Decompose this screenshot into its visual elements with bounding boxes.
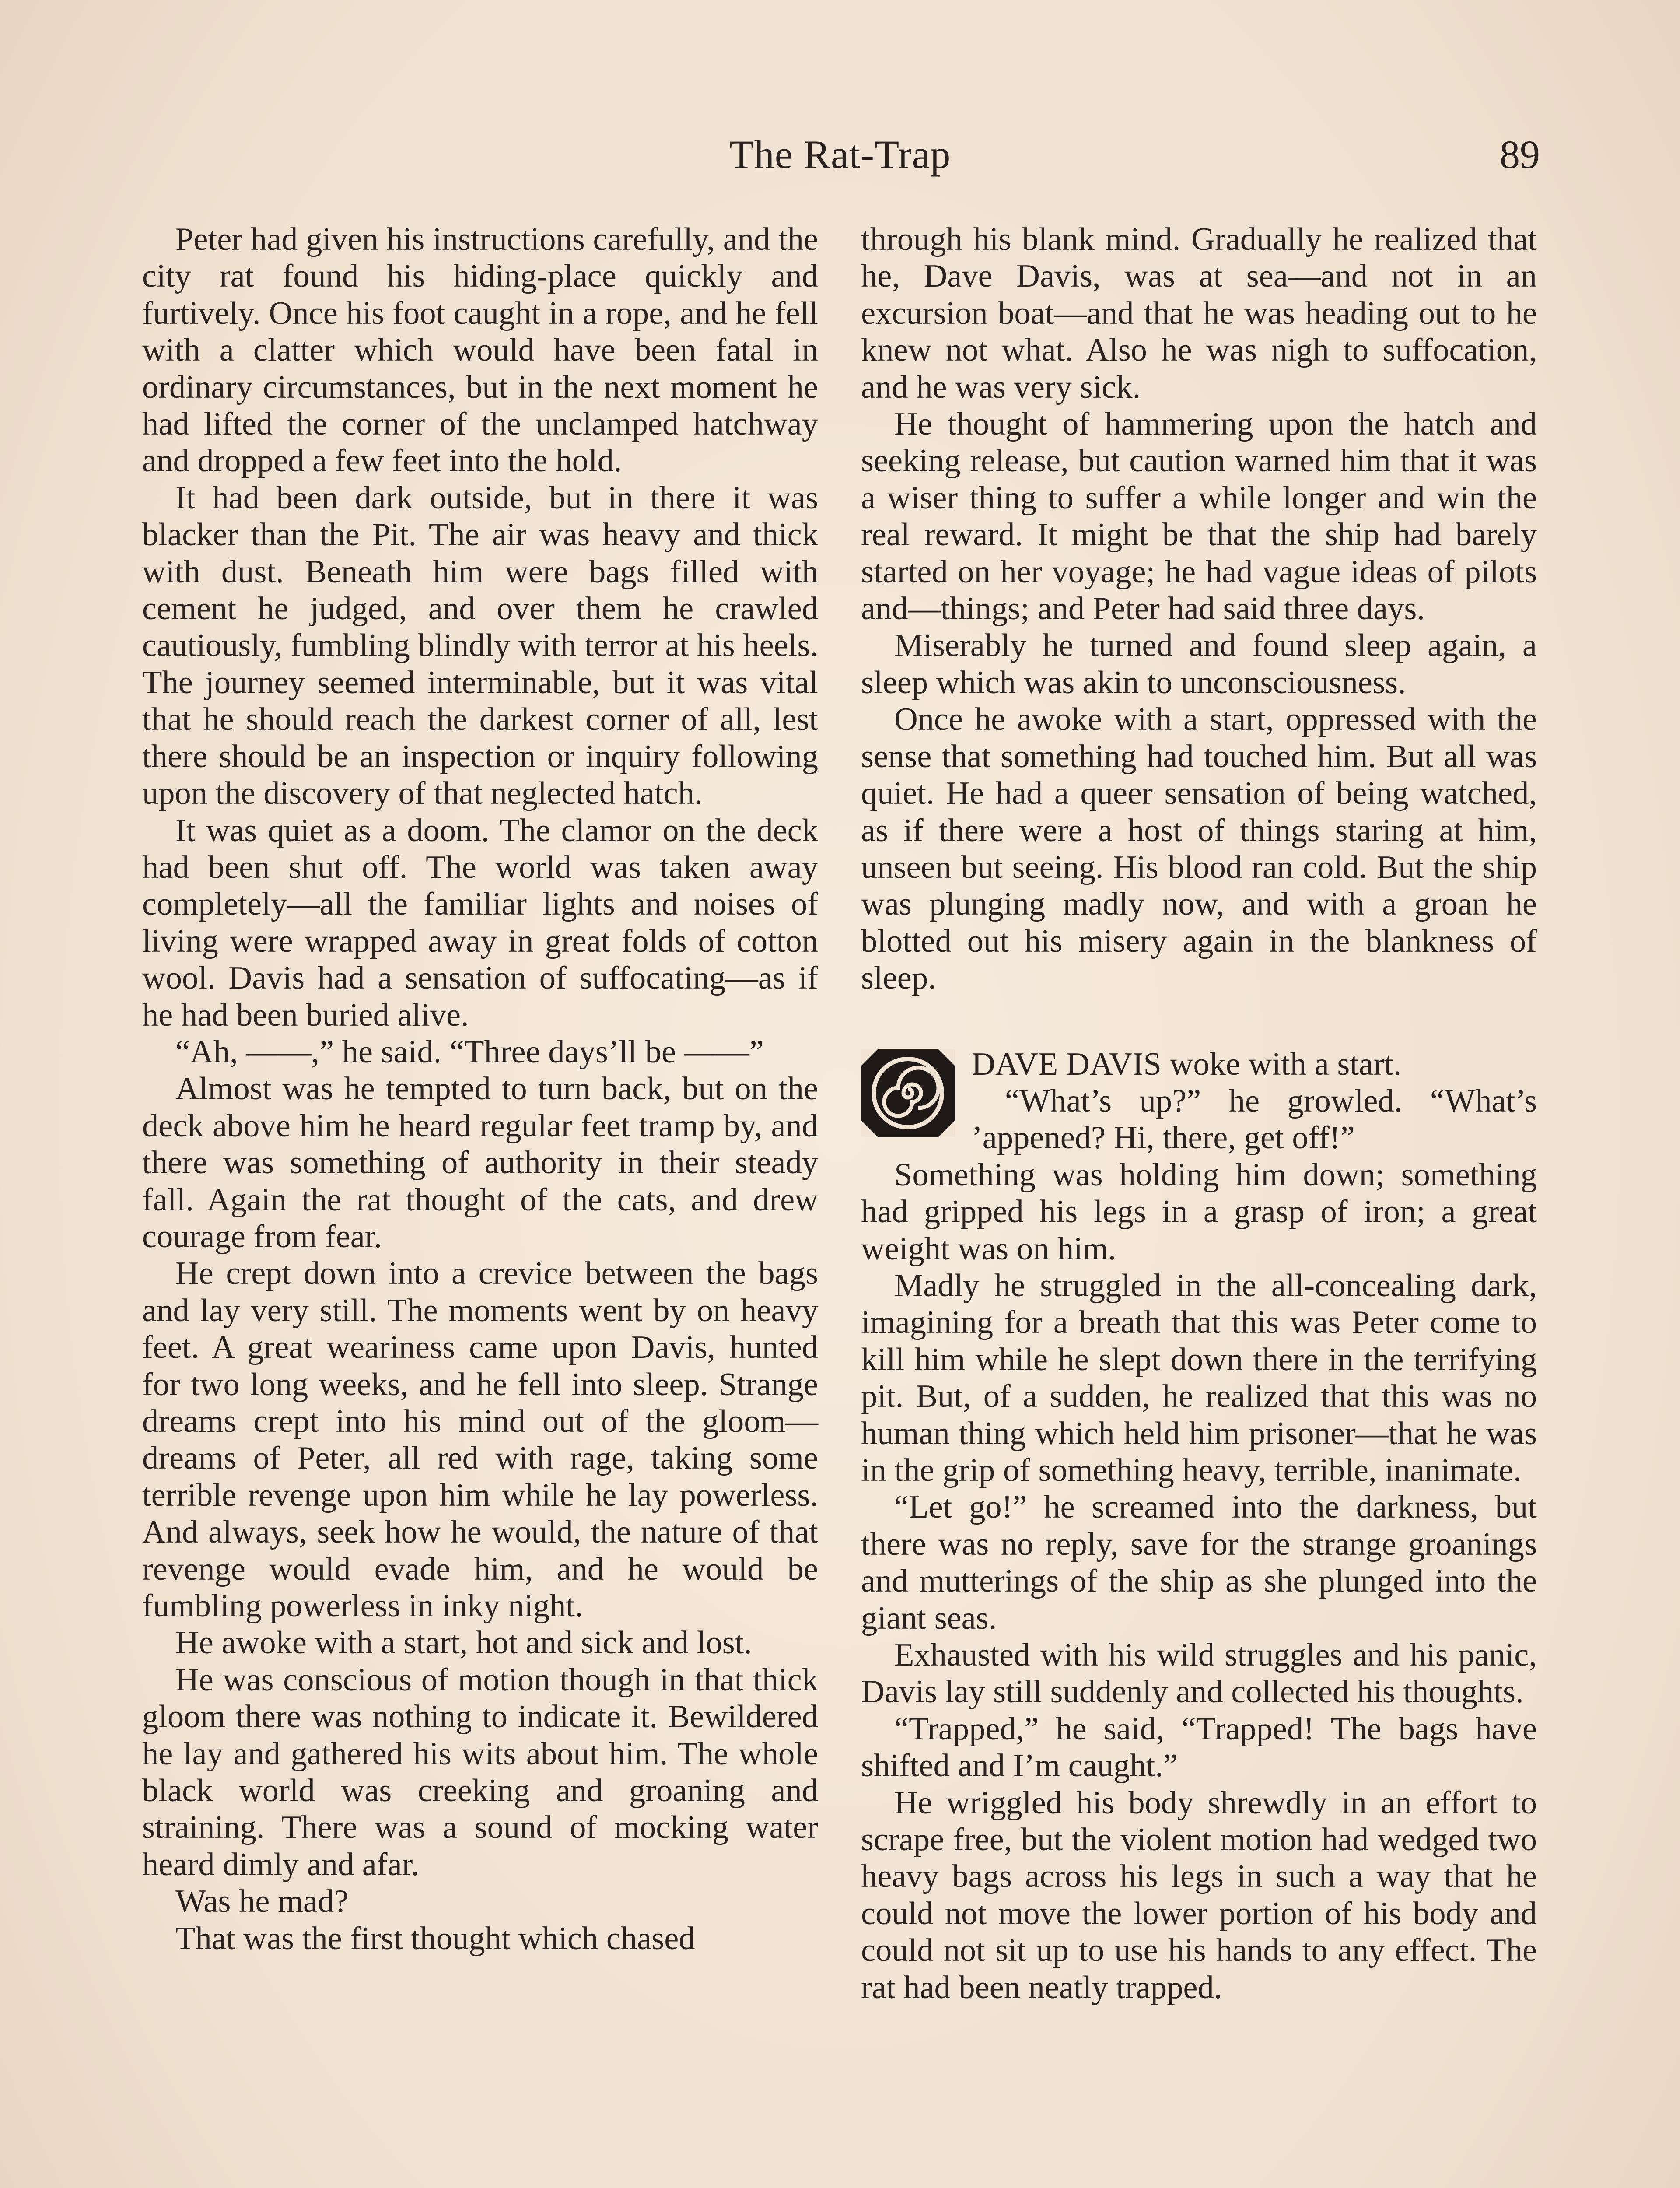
section-lead: DAVE DAVIS woke with a start. — [972, 1046, 1402, 1082]
paragraph: “Trapped,” he said, “Trapped! The bags have shifted and I’m caught.” — [861, 1711, 1537, 1784]
continued-paragraph: through his blank mind. Gradually he realized that he, Dave Davis, was at sea—and not in an excursion boat—and that he was heading out to he knew not what. Also he was nigh to suffocation, and he was very sick. — [861, 221, 1537, 405]
paragraph: Once he awoke with a start, oppressed with the sense that something had touched him. But all was quiet. He had a queer sensation of being watched, as if there were a host of things staring at him, unseen but seeing. His blood ran cold. But the ship was plunging madly now, and with a groan he blotted out his misery again in the blankness of sleep. — [861, 701, 1537, 996]
page-number: 89 — [1500, 132, 1540, 177]
paragraph: He was conscious of motion though in that thick gloom there was nothing to indicate it. Bewildered he lay and gathered his wits about him. The whole black world was creeking and groaning and straining. There was a sound of mocking water heard dimly and afar. — [142, 1662, 818, 1883]
paragraph: Exhausted with his wild struggles and his panic, Davis lay still suddenly and collected his thoughts. — [861, 1637, 1537, 1710]
paragraph: Almost was he tempted to turn back, but on the deck above him he heard regular feet tramp by, and there was something of authority in their steady fall. Again the rat thought of the cats, and drew courage from fear. — [142, 1071, 818, 1255]
running-title: The Rat-Trap — [729, 132, 951, 177]
left-column — [142, 221, 818, 1957]
paragraph: He thought of hammering upon the hatch and seeking release, but caution warned him that it was a wiser thing to suffer a while longer and win the real reward. It might be that the ship had barely started on her voyage; he had vague ideas of pilots and—things; and Peter had said three days. — [861, 406, 1537, 627]
paragraph: Was he mad? — [175, 1883, 349, 1920]
paragraph: Peter had given his instructions carefully, and the city rat found his hiding-place quickly and furtively. Once his foot caught in a rope, and he fell with a clatter which would have been fatal in ordinary circumstances, but in the next moment he had lifted the corner of the unclamped hatchway and dropped a few feet into the hold. — [142, 221, 818, 479]
paragraph: He crept down into a crevice between the bags and lay very still. The moments went by on heavy feet. A great weariness came upon Davis, hunted for two long weeks, and he fell into sleep. Strange dreams crept into his mind out of the gloom—dreams of Peter, all red with rage, taking some terrible revenge upon him while he lay powerless. And always, seek how he would, the nature of that revenge would evade him, and he would be fumbling powerless in inky night. — [142, 1255, 818, 1624]
paragraph: “What’s up?” he growled. “What’s ’appened? Hi, there, get off!” — [972, 1083, 1537, 1156]
paragraph: Something was holding him down; something had gripped his legs in a grasp of iron; a great weight was on him. — [861, 1157, 1537, 1267]
paragraph: That was the first thought which chased — [175, 1920, 695, 1957]
paragraph: He awoke with a start, hot and sick and lost. — [175, 1625, 752, 1661]
paragraph: Madly he struggled in the all-concealing dark, imagining for a breath that this was Peter come to kill him while he slept down there in the terrifying pit. But, of a sudden, he realized that this was no human thing which held him prisoner—that he was in the grip of something heavy, terrible, inanimate. — [861, 1267, 1537, 1488]
paragraph: It had been dark outside, but in there it was blacker than the Pit. The air was heavy and thick with dust. Beneath him were bags filled with cement he judged, and over them he crawled cautiously, fumbling blindly with terror at his heels. The journey seemed interminable, but it was vital that he should reach the darkest corner of all, lest there should be an inspection or inquiry following upon the discovery of that neglected hatch. — [142, 480, 818, 812]
page-header — [140, 131, 1540, 193]
paragraph: It was quiet as a doom. The clamor on the deck had been shut off. The world was taken away completely—all the familiar lights and noises of living were wrapped away in great folds of cotton wool. Davis had a sensation of suffocating—as if he had been buried alive. — [142, 812, 818, 1033]
paragraph: Miserably he turned and found sleep again, a sleep which was akin to unconsciousness. — [861, 628, 1537, 701]
spiral-ornament-icon — [861, 1049, 955, 1137]
paragraph: “Ah, ——,” he said. “Three days’ll be ——” — [175, 1034, 764, 1070]
paragraph: He wriggled his body shrewdly in an effort to scrape free, but the violent motion had wedged two heavy bags across his legs in such a way that he could not move the lower portion of his body and could not sit up to use his hands to any effect. The rat had been neatly trapped. — [861, 1785, 1537, 2006]
section-break — [861, 1046, 1537, 2006]
paragraph: “Let go!” he screamed into the darkness, but there was no reply, save for the strange groanings and mutterings of the ship as she plunged into the giant seas. — [861, 1489, 1537, 1636]
right-column — [861, 221, 1537, 2006]
